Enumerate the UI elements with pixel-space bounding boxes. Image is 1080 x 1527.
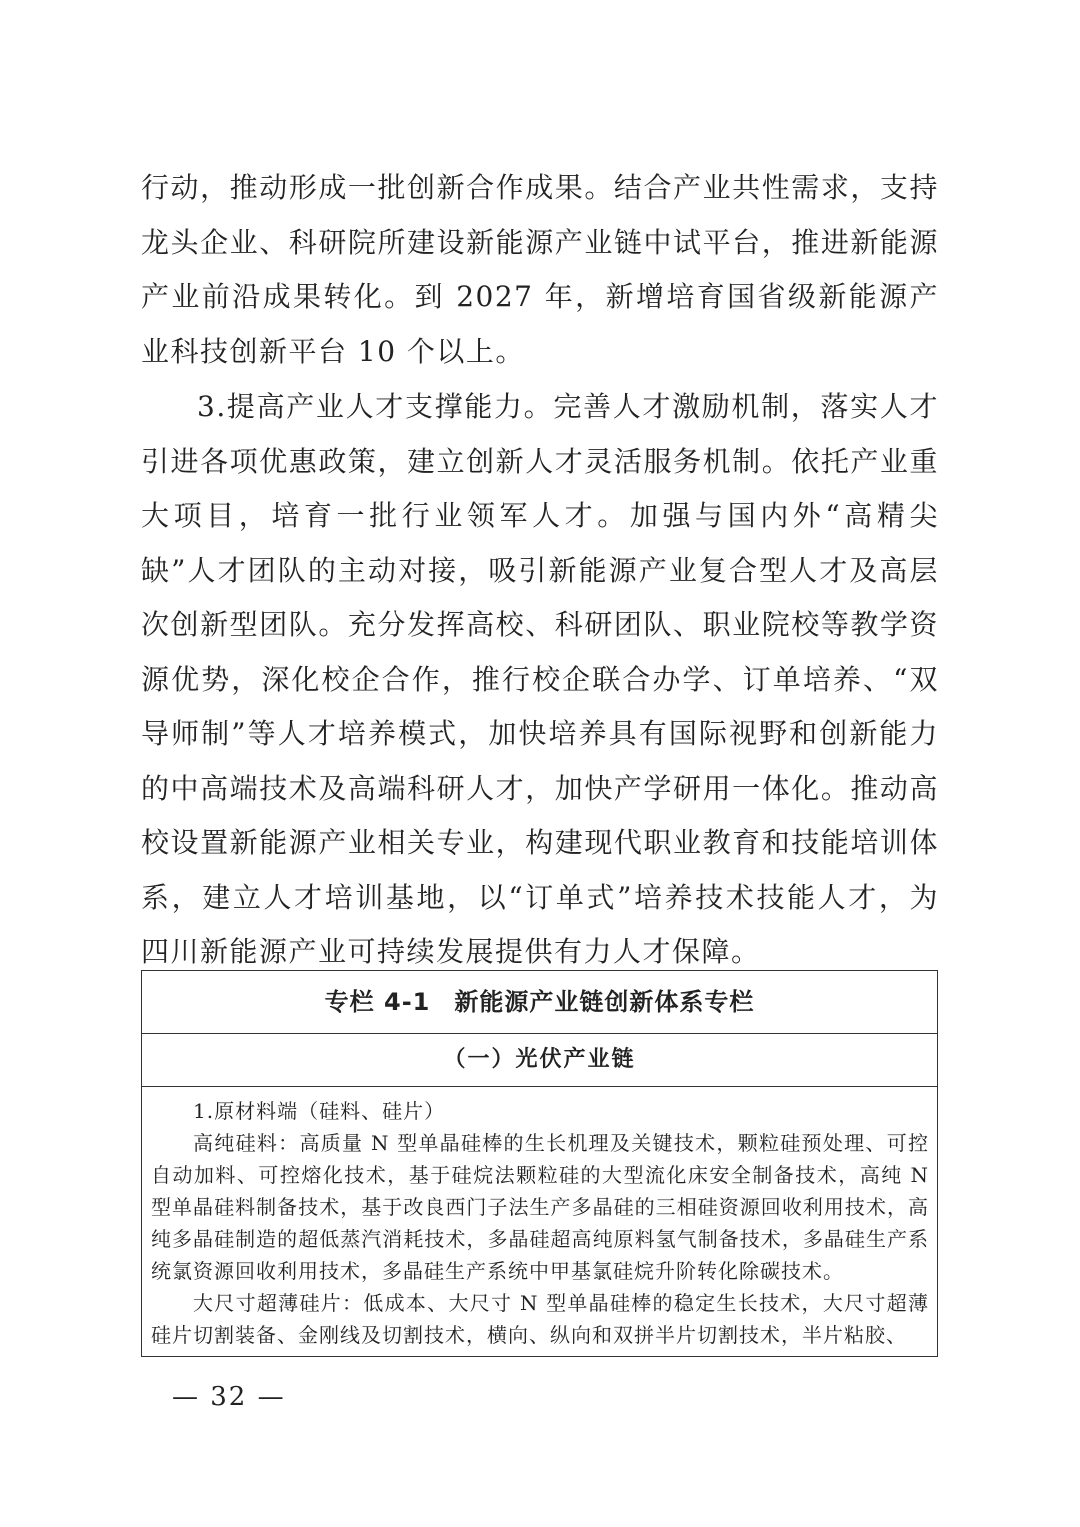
column-item-heading: 1.原材料端（硅料、硅片）: [193, 1099, 446, 1123]
column-box: [141, 970, 938, 1357]
column-title-row: [142, 971, 937, 1034]
page-number: — 32 —: [172, 1382, 286, 1412]
column-body: [142, 1087, 937, 1351]
column-item-polysilicon: 高纯硅料：高质量 N 型单晶硅棒的生长机理及关键技术，颗粒硅预处理、可控自动加料、可控熔化技术，基于硅烷法颗粒硅的大型流化床安全制备技术，高纯 N 型单晶硅料制备技术，基于改良西门子法生产多晶硅的三相硅资源回收利用技术，高纯多晶硅制造的超低蒸汽消耗技术，多晶硅超高纯原料氢气制备技术，多晶硅生产系统氯资源回收利用技术，多晶硅生产系统中甲基氯硅烷升阶转化除碳技术。: [151, 1131, 929, 1283]
column-subtitle: （一）光伏产业链: [142, 1034, 937, 1087]
body-paragraph: 行动，推动形成一批创新合作成果。结合产业共性需求，支持龙头企业、科研院所建设新能源产业链中试平台，推进新能源产业前沿成果转化。到 2027 年，新增培育国省级新能源产业科技创新平台 10 个以上。: [141, 171, 939, 368]
column-title: 新能源产业链创新体系专栏: [454, 988, 755, 1016]
column-item-wafer: 大尺寸超薄硅片：低成本、大尺寸 N 型单晶硅棒的稳定生长技术，大尺寸超薄硅片切割装备、金刚线及切割技术，横向、纵向和双拼半片切割技术，半片粘胶、: [151, 1291, 929, 1347]
column-label: 专栏 4-1: [324, 988, 431, 1016]
body-paragraph-talent: 3.提高产业人才支撑能力。完善人才激励机制，落实人才引进各项优惠政策，建立创新人才灵活服务机制。依托产业重大项目，培育一批行业领军人才。加强与国内外“高精尖缺”人才团队的主动对接，吸引新能源产业复合型人才及高层次创新型团队。充分发挥高校、科研团队、职业院校等教学资源优势，深化校企合作，推行校企联合办学、订单培养、“双导师制”等人才培养模式，加快培养具有国际视野和创新能力的中高端技术及高端科研人才，加快产学研用一体化。推动高校设置新能源产业相关专业，构建现代职业教育和技能培训体系，建立人才培训基地，以“订单式”培养技术技能人才，为四川新能源产业可持续发展提供有力人才保障。: [141, 390, 939, 968]
